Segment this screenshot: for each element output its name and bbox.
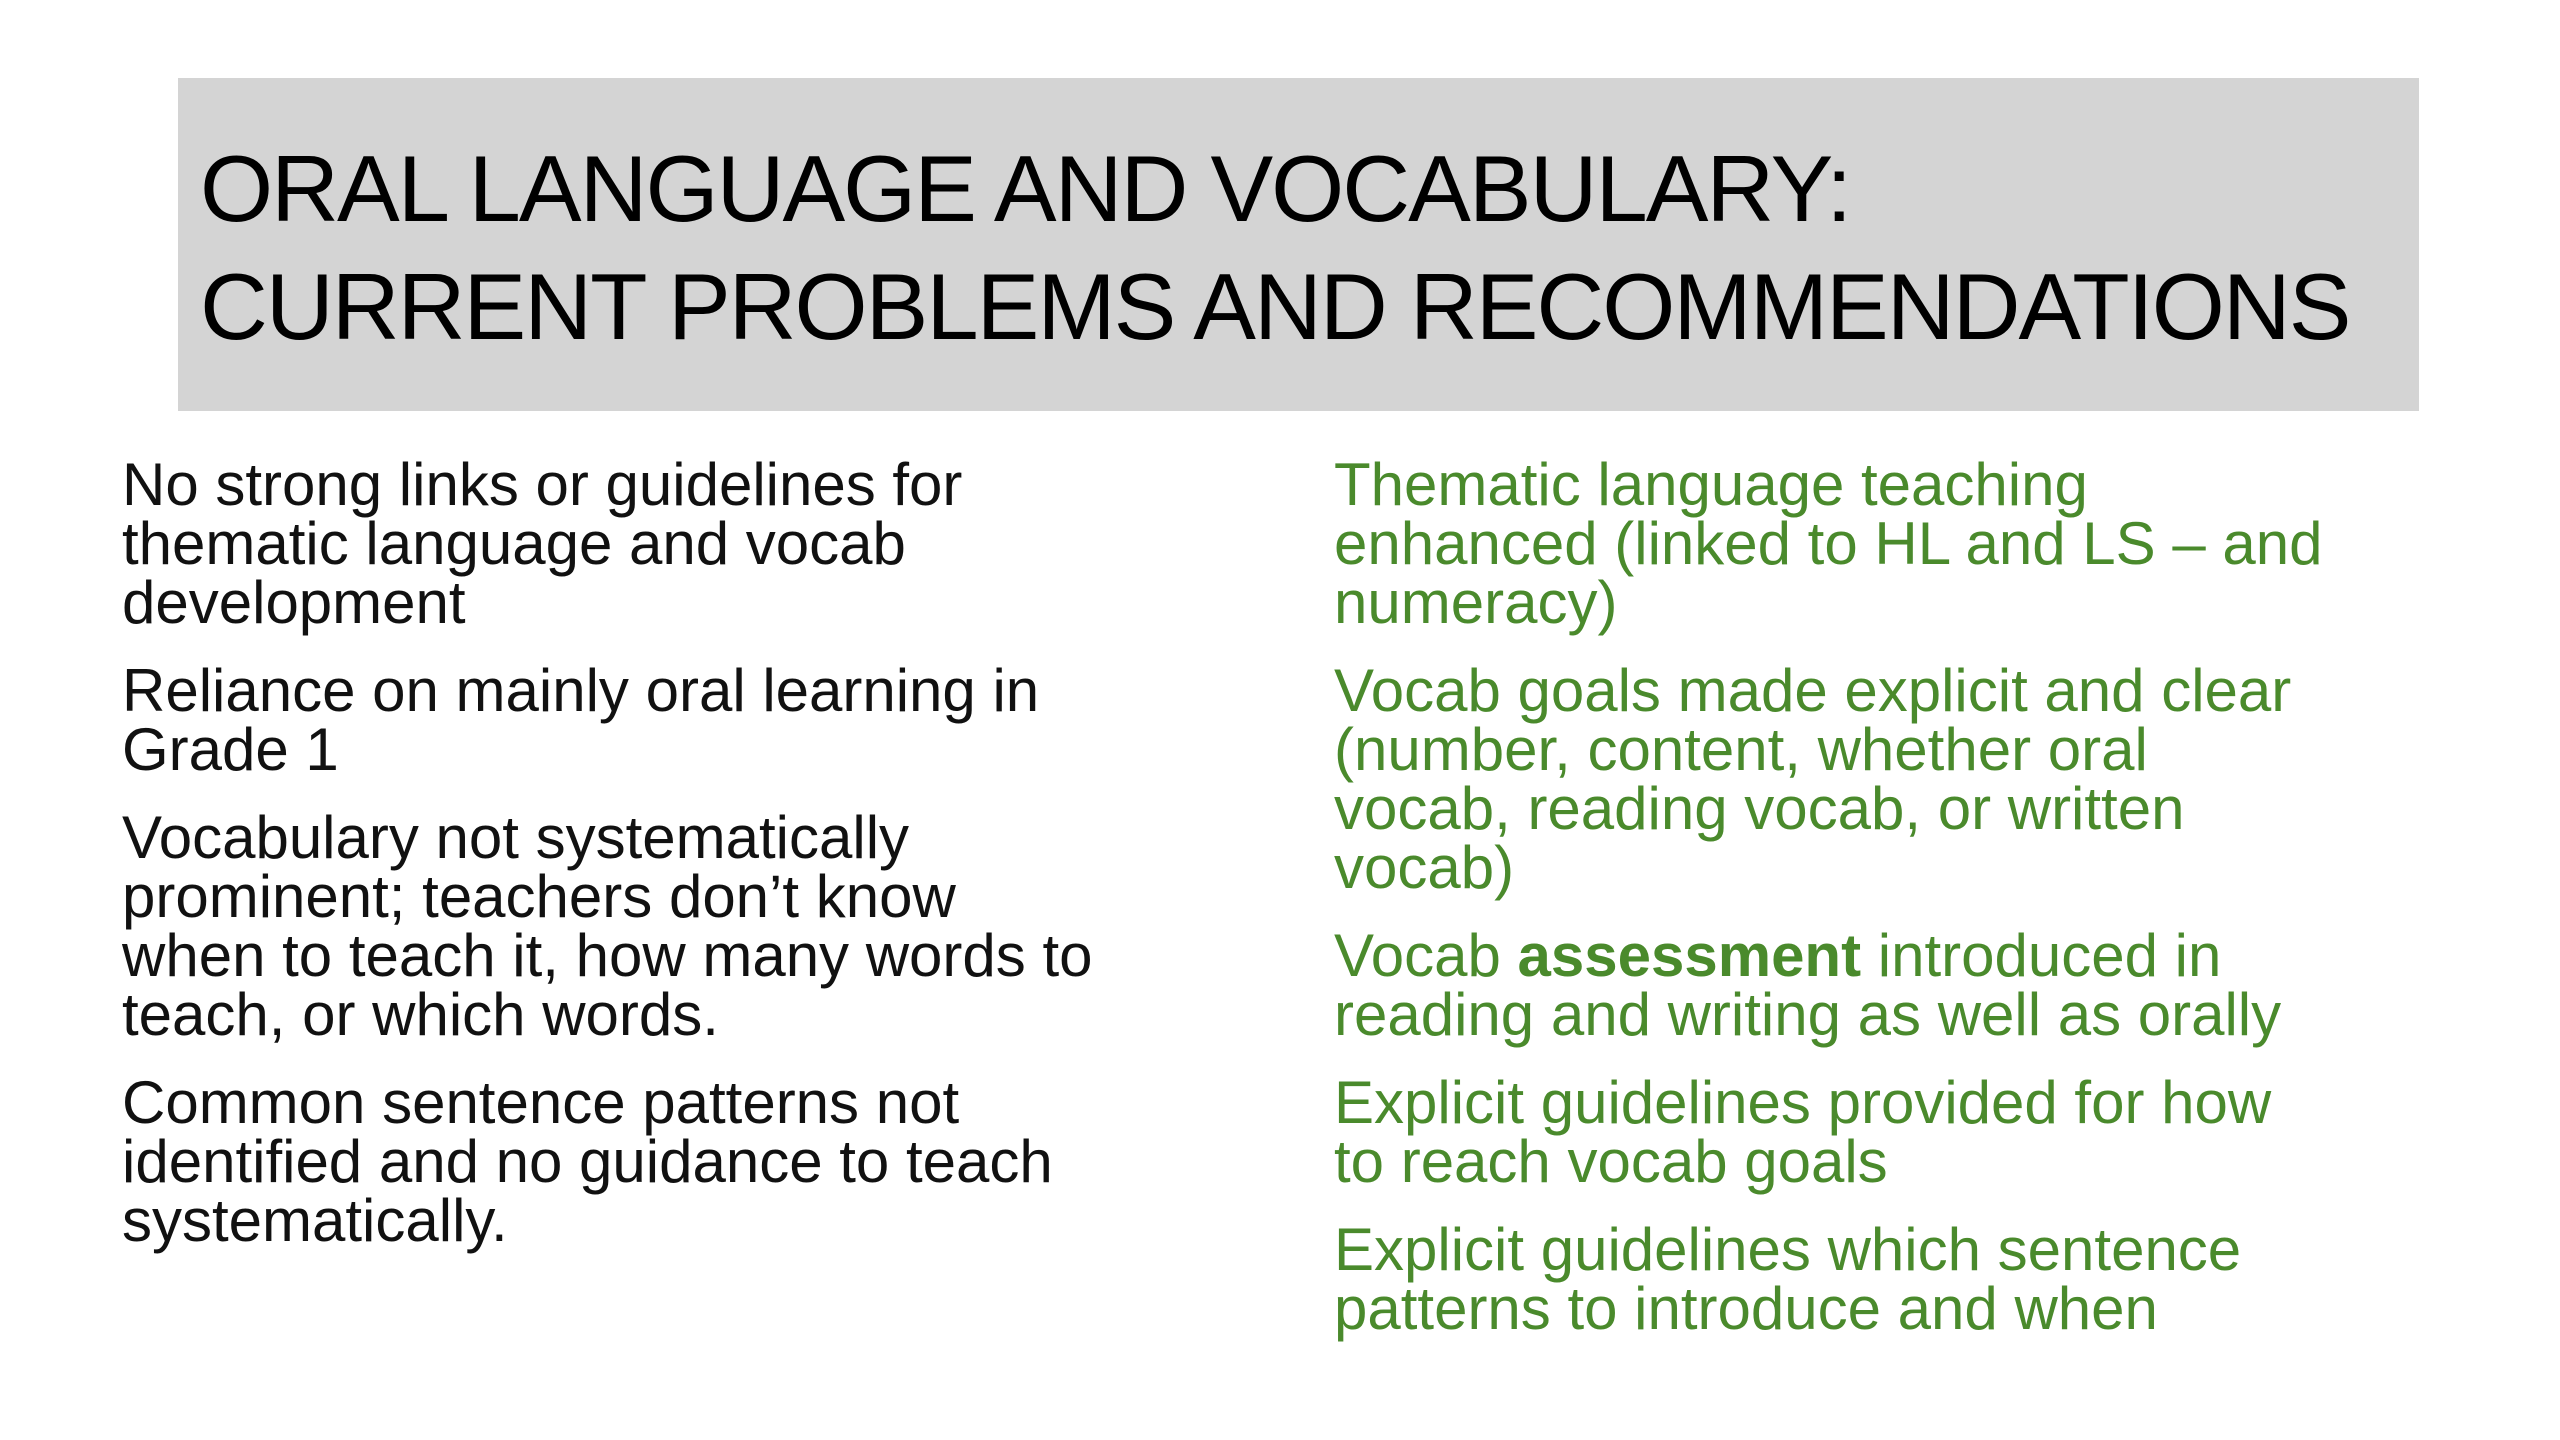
problem-item	[122, 657, 1242, 783]
recommendation-text-pre: Vocab	[1334, 922, 1518, 989]
slide-title-line-2: CURRENT PROBLEMS AND RECOMMENDATIONS	[200, 254, 2350, 359]
problem-text-line: No strong links or guidelines for	[122, 451, 963, 518]
problem-text-line: when to teach it, how many words to	[122, 922, 1093, 989]
recommendation-item	[1334, 1216, 2464, 1342]
problem-item	[122, 451, 1242, 636]
problem-text-line: Grade 1	[122, 716, 339, 783]
problem-text-line: systematically.	[122, 1187, 508, 1254]
recommendation-text-line: vocab)	[1334, 834, 1515, 901]
recommendation-text-line: Explicit guidelines which sentence	[1334, 1216, 2242, 1283]
problem-text-line: Vocabulary not systematically	[122, 804, 910, 871]
problem-item	[122, 1069, 1242, 1254]
recommendation-text-line	[1334, 922, 2464, 989]
title-band	[178, 78, 2419, 411]
recommendation-item	[1334, 451, 2464, 636]
problem-text-line: Reliance on mainly oral learning in	[122, 657, 1040, 724]
recommendation-text-line: vocab, reading vocab, or written	[1334, 775, 2185, 842]
problem-text-line: thematic language and vocab	[122, 510, 906, 577]
recommendation-text-line: (number, content, whether oral	[1334, 716, 2148, 783]
problems-column	[122, 451, 1242, 1279]
recommendation-text-line: Explicit guidelines provided for how	[1334, 1069, 2272, 1136]
recommendation-item	[1334, 1069, 2464, 1195]
problem-text-line: Common sentence patterns not	[122, 1069, 960, 1136]
problem-text-line: teach, or which words.	[122, 981, 719, 1048]
problem-text-line: development	[122, 569, 466, 636]
recommendations-column	[1334, 451, 2464, 1367]
recommendation-text-line: enhanced (linked to HL and LS – and	[1334, 510, 2323, 577]
recommendation-emphasis: assessment	[1517, 922, 1862, 989]
recommendation-text-line: Vocab goals made explicit and clear	[1334, 657, 2292, 724]
recommendation-text-post: introduced in	[1861, 922, 2222, 989]
recommendation-text-line: patterns to introduce and when	[1334, 1275, 2158, 1342]
recommendation-item	[1334, 657, 2464, 901]
slide-title-line-1: ORAL LANGUAGE AND VOCABULARY:	[200, 136, 1851, 241]
recommendation-text-line: to reach vocab goals	[1334, 1128, 1888, 1195]
recommendation-text-line: reading and writing as well as orally	[1334, 981, 2282, 1048]
recommendation-item	[1334, 922, 2464, 1048]
problem-text-line: identified and no guidance to teach	[122, 1128, 1053, 1195]
recommendation-text-line: numeracy)	[1334, 569, 1618, 636]
recommendation-text-line: Thematic language teaching	[1334, 451, 2088, 518]
problem-item	[122, 804, 1242, 1048]
problem-text-line: prominent; teachers don’t know	[122, 863, 956, 930]
